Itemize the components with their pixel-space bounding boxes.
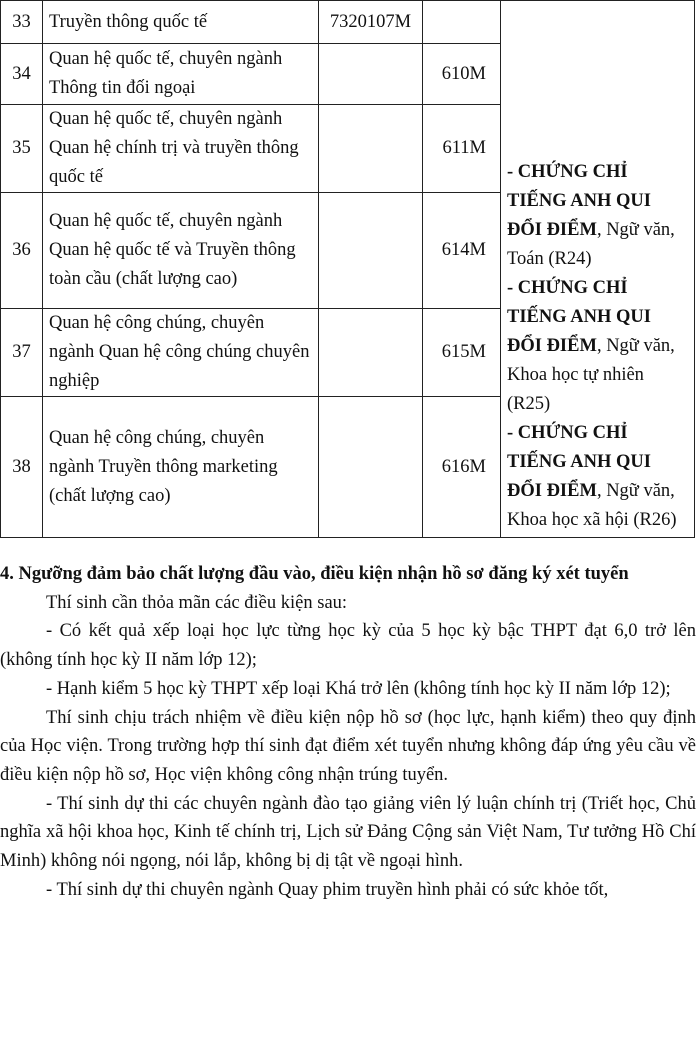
requirement-r26: - CHỨNG CHỈ TIẾNG ANH QUI ĐỔI ĐIỂM, Ngữ văn, Khoa học xã hội (R26) xyxy=(507,423,677,530)
program-name: Quan hệ quốc tế, chuyên ngành Quan hệ chính trị và truyền thông quốc tế xyxy=(43,105,319,193)
program-code xyxy=(319,397,423,538)
requirement-r24: - CHỨNG CHỈ TIẾNG ANH QUI ĐỔI ĐIỂM, Ngữ văn, Toán (R24) xyxy=(507,162,675,269)
paragraph: - Thí sinh dự thi chuyên ngành Quay phim truyền hình phải có sức khỏe tốt, xyxy=(46,879,609,900)
specialization-code: 615M xyxy=(423,309,501,397)
program-name: Quan hệ quốc tế, chuyên ngành Thông tin đối ngoại xyxy=(43,44,319,105)
subject-combinations xyxy=(501,1,695,538)
row-number: 34 xyxy=(1,44,43,105)
paragraph: - Có kết quả xếp loại học lực từng học kỳ của 5 học kỳ bậc THPT đạt 6,0 trở lên (không tính học kỳ II năm lớp 12); xyxy=(0,621,696,671)
specialization-code: 611M xyxy=(423,105,501,193)
row-number: 33 xyxy=(1,1,43,44)
row-number: 35 xyxy=(1,105,43,193)
specialization-code xyxy=(423,1,501,44)
program-code xyxy=(319,193,423,309)
row-number: 38 xyxy=(1,397,43,538)
table-row xyxy=(1,1,695,44)
admission-conditions-section xyxy=(0,560,696,904)
program-name: Truyền thông quốc tế xyxy=(43,1,319,44)
specialization-code: 614M xyxy=(423,193,501,309)
row-number: 36 xyxy=(1,193,43,309)
specialization-code: 610M xyxy=(423,44,501,105)
program-name: Quan hệ quốc tế, chuyên ngành Quan hệ quốc tế và Truyền thông toàn cầu (chất lượng cao) xyxy=(43,193,319,309)
program-code xyxy=(319,105,423,193)
requirement-r25: - CHỨNG CHỈ TIẾNG ANH QUI ĐỔI ĐIỂM, Ngữ văn, Khoa học tự nhiên (R25) xyxy=(507,278,675,414)
row-number: 37 xyxy=(1,309,43,397)
paragraph: - Thí sinh dự thi các chuyên ngành đào tạo giảng viên lý luận chính trị (Triết học, Chủ nghĩa xã hội khoa học, Kinh tế chính trị, Lịch sử Đảng Cộng sản Việt Nam, Tư tưởng Hồ Chí Minh) không nói ngọng, nói lắp, không bị dị tật về ngoại hình. xyxy=(0,793,696,872)
program-name: Quan hệ công chúng, chuyên ngành Truyền thông marketing (chất lượng cao) xyxy=(43,397,319,538)
paragraph: Thí sinh chịu trách nhiệm về điều kiện nộp hồ sơ (học lực, hạnh kiểm) theo quy định của Học viện. Trong trường hợp thí sinh đạt điểm xét tuyển nhưng không đáp ứng yêu cầu về điều kiện nộp hồ sơ, Học viện không công nhận trúng tuyển. xyxy=(0,707,696,785)
program-code: 7320107M xyxy=(319,1,423,44)
program-code xyxy=(319,44,423,105)
program-code xyxy=(319,309,423,397)
program-name: Quan hệ công chúng, chuyên ngành Quan hệ công chúng chuyên nghiệp xyxy=(43,309,319,397)
specialization-code: 616M xyxy=(423,397,501,538)
paragraph: - Hạnh kiểm 5 học kỳ THPT xếp loại Khá trở lên (không tính học kỳ II năm lớp 12); xyxy=(46,678,671,699)
section-heading: 4. Ngưỡng đảm bảo chất lượng đầu vào, điều kiện nhận hồ sơ đăng ký xét tuyển xyxy=(0,564,629,584)
paragraph: Thí sinh cần thỏa mãn các điều kiện sau: xyxy=(46,592,348,613)
